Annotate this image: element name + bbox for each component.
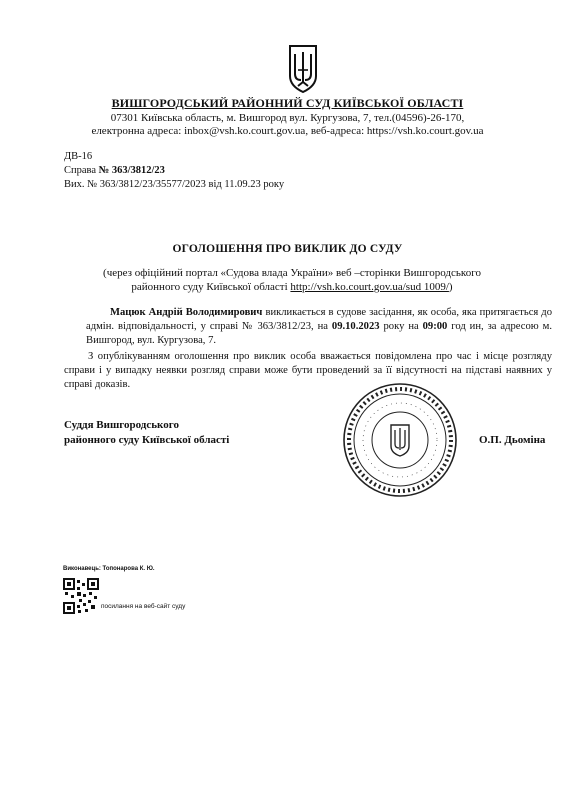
- hearing-time: 09:00: [422, 321, 448, 332]
- qr-code-icon[interactable]: [63, 578, 99, 614]
- summons-text: викликається в судове засідання, як особа, яка притягається до адмін. відповідальності, у справі № 363/3812/23, на: [86, 307, 552, 332]
- notice-subtitle: [92, 266, 492, 294]
- qr-caption: посилання на веб-сайт суду: [101, 603, 186, 610]
- court-title: ВИШГОРОДСЬКИЙ РАЙОННИЙ СУД КИЇВСЬКОЇ ОБЛАСТІ: [111, 96, 464, 110]
- notice-paragraph: З опублікуванням оголошення про виклик особа вважається повідомлена про час і місце розгляду справи і у випадку неявки розгляд справи може бути проведений за її відсутності на підставі наявних у справі доказів.: [64, 351, 552, 390]
- judge-line-1: Суддя Вишгородського: [64, 419, 179, 431]
- subtitle-text: (через офіційний портал «Судова влада України» веб –сторінки Вишгородського районного суду Київської області: [103, 267, 481, 293]
- hearing-date: 09.10.2023: [331, 321, 380, 332]
- person-name: Мацюк Андрій Володимирович: [110, 307, 263, 318]
- subtitle-end: ): [448, 281, 453, 293]
- case-number: № 363/3812/23: [98, 165, 165, 176]
- form-code: ДВ-16: [64, 151, 93, 162]
- court-address: 07301 Київська область, м. Вишгород вул. Кургузова, 7, тел.(04596)-26-170,: [110, 112, 465, 124]
- case-label: Справа: [64, 165, 99, 176]
- judge-name: О.П. Дьоміна: [479, 434, 546, 446]
- case-line: [64, 164, 165, 178]
- trident-icon: [287, 42, 319, 94]
- court-seal-icon: [340, 380, 460, 500]
- judge-title: [64, 418, 229, 448]
- court-contacts: електронна адреса: inbox@vsh.ko.court.gov.ua, веб-адреса: https://vsh.ko.court.gov.ua: [91, 125, 484, 137]
- notice-title: ОГОЛОШЕННЯ ПРО ВИКЛИК ДО СУДУ: [172, 243, 403, 255]
- judge-line-2: районного суду Київської області: [64, 434, 230, 446]
- summons-paragraph: [86, 306, 552, 348]
- portal-link[interactable]: http://vsh.ko.court.gov.ua/sud 1009/: [290, 281, 449, 293]
- executor-note: Виконавець: Топонарова К. Ю.: [63, 566, 155, 572]
- outgoing-number: Вих. № 363/3812/23/35577/2023 від 11.09.23 року: [64, 179, 285, 190]
- summons-text-2: року на: [379, 321, 423, 332]
- summons-text-3: год ин, за адресою м. Вишгород, вул. Кургузова, 7.: [86, 321, 552, 346]
